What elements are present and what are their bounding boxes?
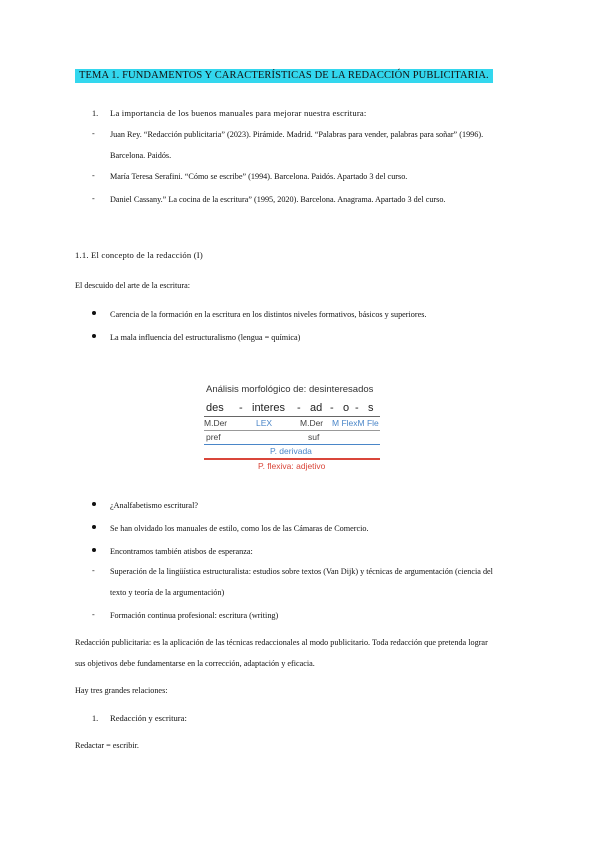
bullet-dot	[92, 311, 96, 315]
morph-label: M.Der	[204, 418, 228, 428]
ref-1-line-b: Barcelona. Paidós.	[110, 151, 172, 160]
document-page: TEMA 1. FUNDAMENTOS Y CARACTERÍSTICAS DE LA REDACCIÓN PUBLICITARIA. 1. La importancia de los buenos manuales para mejorar nuestra escritura: - Juan Rey. “Redacción publicitaria” (2023). Pirámide. Madrid. “Palabras para vender, palabras para soñar” (1996). Barcelona. Paidós. - María Teresa Serafini. “Cómo se escribe” (1994). Barcelona. Paidós. Apartado 3 del curso. - Daniel Cassany.” La cocina de la escritura” (1995, 2020). Barcelona. Anagrama. Apartado 3 del curso. 1.1. El concepto de la redacción (I) El descuido del arte de la escritura: Carencia de la formación en la escritura en los distintos niveles formativos, básicos y superiores. La mala influencia del estructuralismo (lengua = química) Análisis morfológico de: desinteresados des - interes - ad - o - s M.Der LEX M.Der M FlexM Fle pref suf P. derivada P. flexiva: adjetivo ¿Analfabetismo escritural? Se han olvidado los manuales de estilo, como los de las Cámaras de Comercio. Encontramos también atisbos de esperanza: - Superación de la lingüística estructuralista: estudios sobre textos (Van Dijk) y técnicas de argumentación (ciencia del texto y teoría de la argumentación) - Formación continua profesional: escritura (writing) Redacción publicitaria: es la aplicación de las técnicas redaccionales al modo publicitario. Toda redacción que pretenda lograr sus objetivos debe fundamentarse en la corrección, adaptación y eficacia. Hay tres grandes relaciones: 1. Redacción y escritura: Redactar = escribir.	[75, 70, 493, 750]
ref-dash: -	[92, 129, 95, 138]
morph-part: o	[343, 402, 350, 414]
morph-separator: -	[355, 402, 359, 414]
item-number: 1.	[92, 714, 99, 723]
bullet-dot	[92, 525, 96, 529]
ref-1-line-a: Juan Rey. “Redacción publicitaria” (2023). Pirámide. Madrid. “Palabras para vender, palabras para soñar” (1996).	[110, 130, 484, 139]
definition-line-b: sus objetivos debe fundamentarse en la corrección, adaptación y eficacia.	[75, 659, 315, 668]
morph-part: ad	[310, 402, 323, 414]
bullet-text: ¿Analfabetismo escritural?	[110, 501, 198, 510]
ref-2-line: María Teresa Serafini. “Cómo se escribe” (1994). Barcelona. Paidós. Apartado 3 del curso.	[110, 172, 408, 181]
suffix-label: suf	[308, 432, 320, 442]
figure-rule	[204, 416, 380, 417]
bullet-text: La mala influencia del estructuralismo (lengua = química)	[110, 333, 301, 342]
bullet-dot	[92, 334, 96, 338]
figure-rule	[204, 430, 380, 431]
morph-separator: -	[330, 402, 334, 414]
morph-separator: -	[297, 402, 301, 414]
relations-text: Hay tres grandes relaciones:	[75, 686, 168, 695]
derivada-label: P. derivada	[270, 446, 312, 456]
ref-dash: -	[92, 171, 95, 180]
bullet-text: Carencia de la formación en la escritura en los distintos niveles formativos, básicos y superiores.	[110, 310, 427, 319]
section-number: 1.	[92, 109, 99, 118]
morph-label: M.Der	[300, 418, 324, 428]
flexiva-label: P. flexiva: adjetivo	[258, 461, 326, 471]
page-title: TEMA 1. FUNDAMENTOS Y CARACTERÍSTICAS DE LA REDACCIÓN PUBLICITARIA.	[75, 69, 493, 83]
morph-part: interes	[252, 402, 286, 414]
morph-part: s	[368, 402, 374, 414]
figure-title: Análisis morfológico de: desinteresados	[206, 384, 374, 395]
morph-part: des	[206, 402, 224, 414]
bullet-dot	[92, 502, 96, 506]
last-line: Redactar = escribir.	[75, 741, 139, 750]
dash-item-line: Formación continua profesional: escritura (writing)	[110, 611, 279, 620]
bullet-dot	[92, 548, 96, 552]
dash-item-line-a: Superación de la lingüística estructuralista: estudios sobre textos (Van Dijk) y técnicas de argumentación (ciencia del	[110, 567, 493, 576]
morph-separator: -	[239, 402, 243, 414]
section-heading: La importancia de los buenos manuales para mejorar nuestra escritura:	[110, 108, 367, 118]
morph-label: LEX	[256, 418, 273, 428]
dash-item-line-b: texto y teoría de la argumentación)	[110, 588, 225, 597]
item-heading: Redacción y escritura:	[110, 713, 187, 723]
subsection-heading: 1.1. El concepto de la redacción (I)	[75, 250, 203, 260]
morphology-figure	[204, 384, 380, 476]
prefix-label: pref	[206, 432, 221, 442]
morph-label: M FlexM Fle	[332, 418, 379, 428]
ref-dash: -	[92, 194, 95, 203]
ref-3-line: Daniel Cassany.” La cocina de la escritura” (1995, 2020). Barcelona. Anagrama. Apartado 3 del curso.	[110, 195, 446, 204]
bullet-text: Se han olvidado los manuales de estilo, como los de las Cámaras de Comercio.	[110, 524, 369, 533]
subsection-intro: El descuido del arte de la escritura:	[75, 281, 191, 290]
bullet-text: Encontramos también atisbos de esperanza:	[110, 547, 253, 556]
definition-line-a: Redacción publicitaria: es la aplicación de las técnicas redaccionales al modo publicitario. Toda redacción que pretenda lograr	[75, 638, 488, 647]
flexiva-line	[204, 458, 380, 460]
